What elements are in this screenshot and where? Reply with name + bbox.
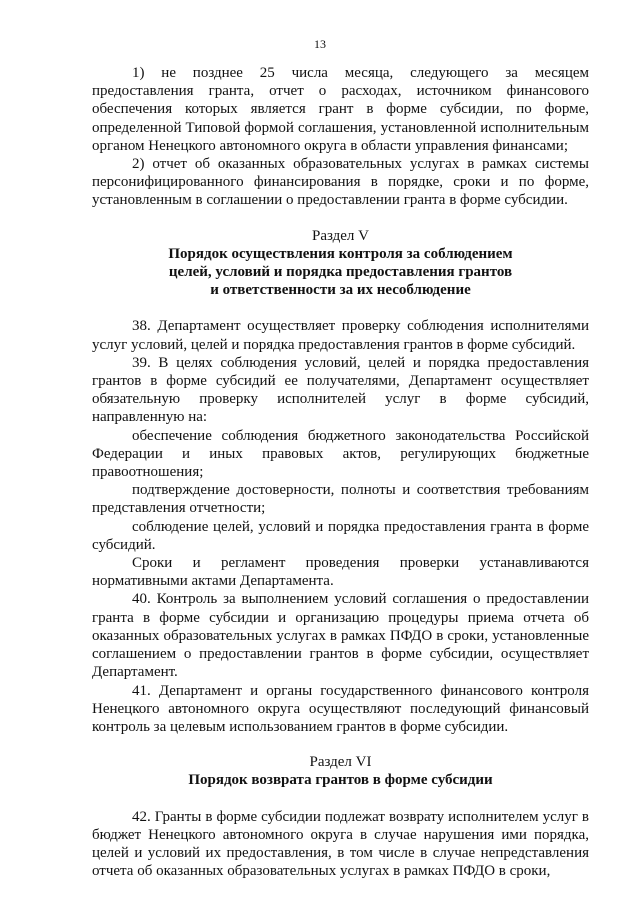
paragraph-39-item-reporting: подтверждение достоверности, полноты и соответствия требованиям представления отчетности; xyxy=(92,482,589,517)
spacer xyxy=(92,790,589,808)
spacer xyxy=(92,210,589,227)
paragraph-39-item-budget: обеспечение соблюдения бюджетного законодательства Российской Федерации и иных правовых актов, регулирующих бюджетные правоотношения; xyxy=(92,427,589,481)
section-6-title-line-1: Порядок возврата грантов в форме субсидии xyxy=(188,772,493,789)
paragraph-38: 38. Департамент осуществляет проверку соблюдения исполнителями услуг условий, целей и порядка предоставления грантов в форме субсидий. xyxy=(92,318,589,353)
section-5-title-line-3: и ответственности за их несоблюдение xyxy=(210,282,471,299)
section-5-label: Раздел V xyxy=(311,227,369,244)
section-6-heading xyxy=(92,753,589,789)
document-body xyxy=(92,64,589,880)
spacer xyxy=(92,736,589,753)
spacer xyxy=(92,299,589,317)
paragraph-39-item-goals: соблюдение целей, условий и порядка предоставления гранта в форме субсидий. xyxy=(92,518,589,553)
section-6-label: Раздел VI xyxy=(309,754,372,771)
section-5-title-line-1: Порядок осуществления контроля за соблюдением xyxy=(168,245,513,262)
page-number: 13 xyxy=(314,37,326,51)
paragraph-services-report: 2) отчет об оказанных образовательных услугах в рамках системы персонифицированного финансирования в порядке, сроки и по форме, установленным в соглашении о предоставлении гранта в форме субсидии. xyxy=(92,156,589,209)
paragraph-39-terms: Сроки и регламент проведения проверки устанавливаются нормативными актами Департамента. xyxy=(92,555,589,590)
paragraph-41: 41. Департамент и органы государственного финансового контроля Ненецкого автономного округа осуществляют последующий финансовый контроль за целевым использованием грантов в форме субсидии. xyxy=(92,682,589,735)
section-5-heading xyxy=(92,227,589,300)
paragraph-42: 42. Гранты в форме субсидии подлежат возврату исполнителем услуг в бюджет Ненецкого автономного округа в случае нарушения ими порядка, целей и условий их предоставления, в том числе в случае непредставления отчета об оказанных образовательных услугах в рамках ПФДО в сроки, xyxy=(92,808,589,880)
paragraph-40: 40. Контроль за выполнением условий соглашения о предоставлении гранта в форме субсидии и организацию процедуры приема отчета об оказанных образовательных услугах в рамках ПФДО в сроки, установленные соглашением о предоставлении грантов в форме субсидии, осуществляет Департамент. xyxy=(92,591,589,681)
paragraph-39: 39. В целях соблюдения условий, целей и порядка предоставления грантов в форме субсидий ее получателями, Департамент осуществляет обязательную проверку исполнителей услуг в форме субсидий, направленную на: xyxy=(92,354,589,426)
section-5-title-line-2: целей, условий и порядка предоставления грантов xyxy=(168,264,513,281)
paragraph-report-deadline: 1) не позднее 25 числа месяца, следующего за месяцем предоставления гранта, отчет о расходах, источником финансового обеспечения которых является грант в форме субсидии, по форме, определенной Типовой формой соглашения, установленной исполнительным органом Ненецкого автономного округа в области управления финансами; xyxy=(92,65,589,154)
